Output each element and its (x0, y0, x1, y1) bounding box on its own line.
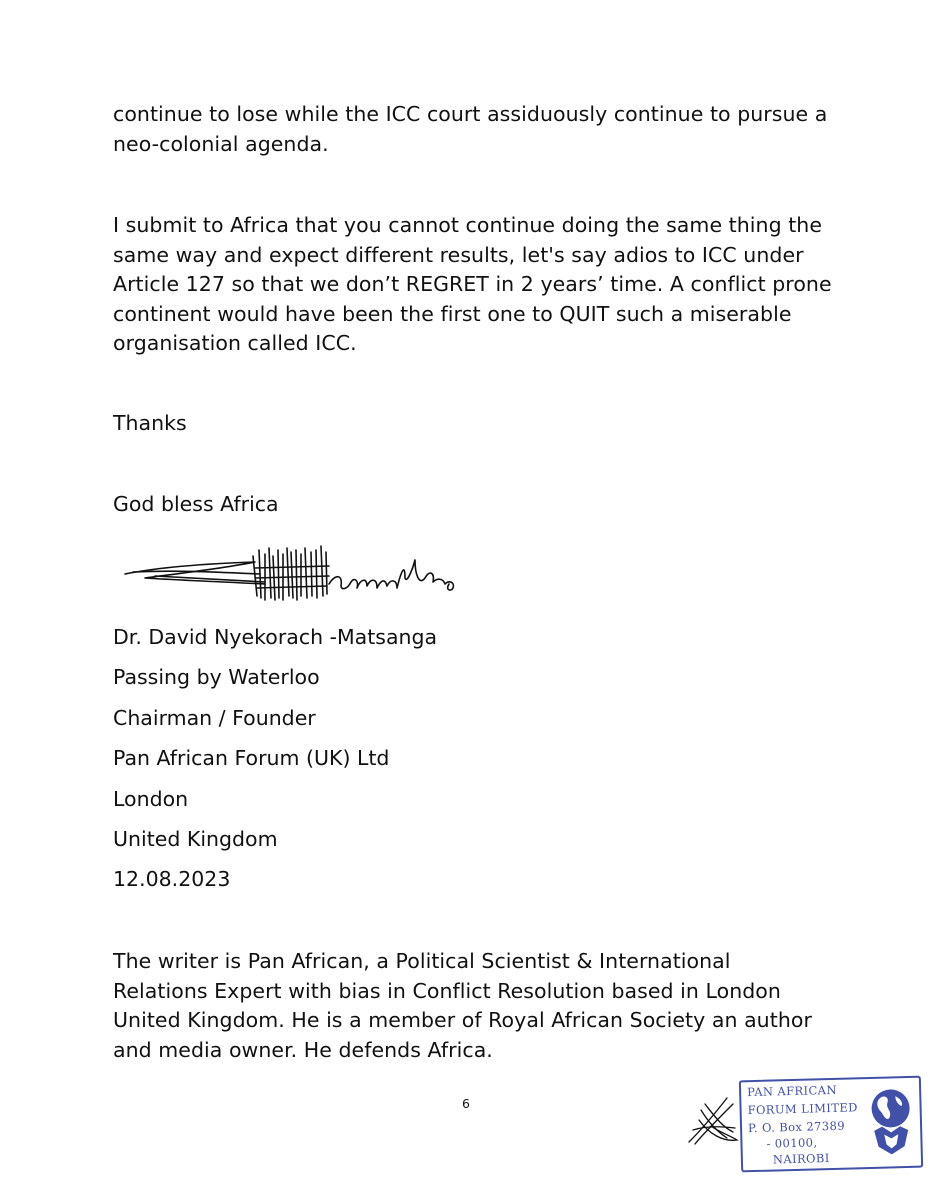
stamp-line-5: NAIROBI (772, 1151, 830, 1167)
stamp-line-3: P. O. Box 27389 (747, 1118, 846, 1136)
closing-blessing: God bless Africa (113, 492, 279, 516)
organisation-stamp (739, 1076, 923, 1173)
stamp-line-1: PAN AFRICAN (746, 1082, 838, 1100)
signatory-city: London (113, 787, 189, 811)
page-number: 6 (462, 1096, 470, 1111)
stamp-signature (683, 1090, 743, 1150)
author-bio: The writer is Pan African, a Political Scientist & International Relations Expert with bias in Conflict Resolution based in London United Kingdom. He is a member of Royal African Society an author and media owner. He defends Africa. (113, 949, 812, 1062)
stamp-line-2: FORUM LIMITED (747, 1100, 858, 1118)
paragraph-submission: I submit to Africa that you cannot continue doing the same thing the same way and expect different results, let's say adios to ICC under Article 127 so that we don’t REGRET in 2 years’ time. A conflict prone continent would have been the first one to QUIT such a miserable organisation called ICC. (113, 213, 832, 355)
signatory-role: Chairman / Founder (113, 706, 316, 730)
signatory-country: United Kingdom (113, 827, 278, 851)
globe-emblem-icon (865, 1086, 917, 1159)
handwritten-signature (115, 538, 475, 610)
letter-date: 12.08.2023 (113, 867, 231, 891)
signatory-name: Dr. David Nyekorach -Matsanga (113, 625, 438, 649)
stamp-line-4: - 00100, (766, 1135, 818, 1151)
signatory-location-note: Passing by Waterloo (113, 665, 320, 689)
signatory-organisation: Pan African Forum (UK) Ltd (113, 746, 390, 770)
paragraph-continuation: continue to lose while the ICC court assiduously continue to pursue a neo-colonial agenda. (113, 102, 828, 156)
closing-thanks: Thanks (113, 411, 187, 435)
